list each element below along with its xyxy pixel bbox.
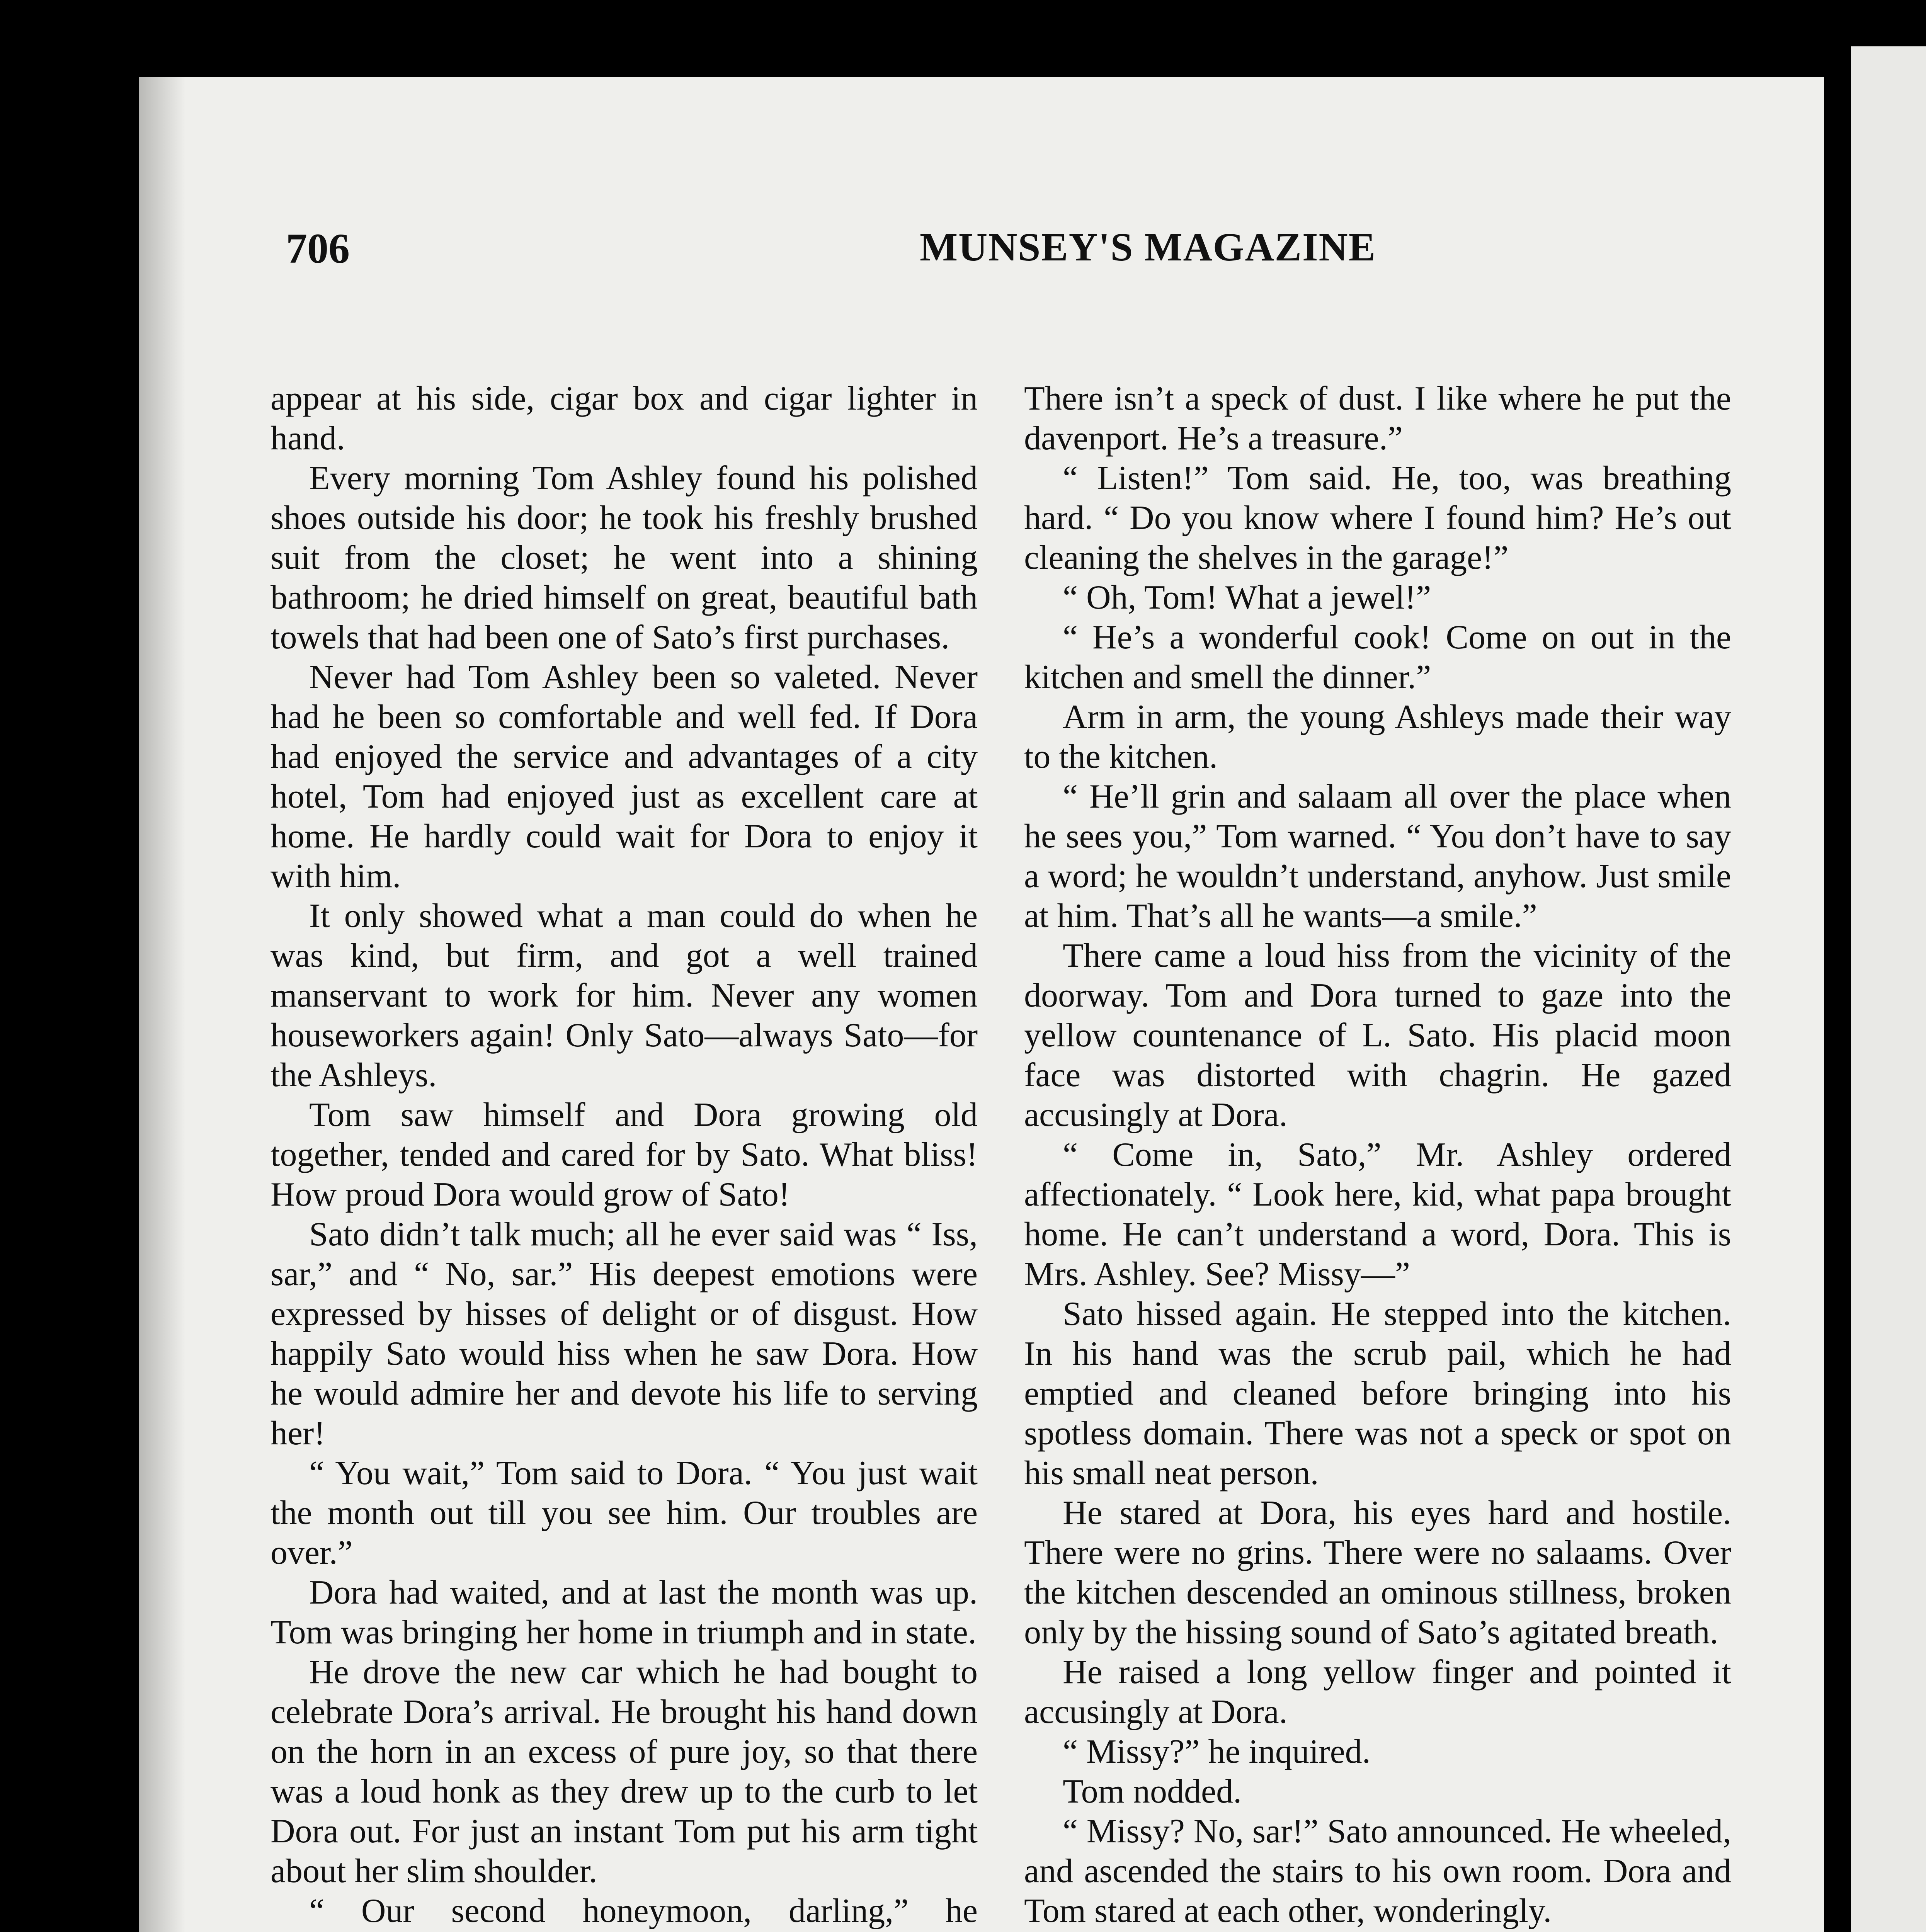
paragraph: “ Our second honeymoon, darling,” he [309, 1892, 978, 1930]
paragraph: Sato didn’t talk much; all he ever said was “ Iss, sar,” and “ No, sar.” His deepest emotions were expressed by hisses of delight or of disgust. How happily Sato would hiss when he saw Dora. How he would admire her and devote his life to serving her! [271, 1216, 978, 1452]
paragraph: Sato hissed again. He stepped into the kitchen. In his hand was the scrub pail, which he had emptied and cleaned before bringing into his spotless domain. There was not a speck or spot on his small neat person. [1024, 1295, 1731, 1492]
paragraph: “ Missy? No, sar!” Sato announced. He wheeled, and ascended the stairs to his own room. Dora and Tom stared at each other, wonderingly. [1024, 1813, 1731, 1930]
paragraph: “ He’ll grin and salaam all over the place when he sees you,” Tom warned. “ You don’t have to say a word; he wouldn’t understand, anyhow. Just smile at him. That’s all he wants—a smile.” [1024, 778, 1731, 935]
paragraph: “ Oh, Tom! What a jewel!” [1063, 579, 1431, 616]
magazine-page [139, 77, 1824, 1932]
paragraph: Tom saw himself and Dora growing old together, tended and cared for by Sato. What bliss! How proud Dora would grow of Sato! [271, 1096, 978, 1213]
paragraph: Arm in arm, the young Ashleys made their way to the kitchen. [1024, 698, 1731, 776]
paragraph: “ Listen!” Tom said. He, too, was breathing hard. “ Do you know where I found him? He’s out cleaning the shelves in the garage!” [1024, 459, 1731, 577]
paragraph: Dora had waited, and at last the month was up. Tom was bringing her home in triumph and in state. [271, 1574, 978, 1651]
paragraph: There came a loud hiss from the vicinity of the doorway. Tom and Dora turned to gaze into the yellow countenance of L. Sato. His placid moon face was distorted with chagrin. He gazed accusingly at Dora. [1024, 937, 1731, 1134]
paragraph: He raised a long yellow finger and pointed it accusingly at Dora. [1024, 1653, 1731, 1731]
left-text-column [271, 379, 978, 1932]
paragraph: “ You wait,” Tom said to Dora. “ You just wait the month out till you see him. Our troubles are over.” [271, 1454, 978, 1571]
paragraph: “ Missy?” he inquired. [1063, 1733, 1371, 1770]
paragraph: There isn’t a speck of dust. I like where he put the davenport. He’s a treasure.” [1024, 380, 1731, 457]
right-text-column [1024, 379, 1731, 1932]
paragraph: It only showed what a man could do when he was kind, but firm, and got a well trained manservant to work for him. Never any women houseworkers again! Only Sato—always Sato—for the Ashleys. [271, 897, 978, 1094]
paragraph: Never had Tom Ashley been so valeted. Never had he been so comfortable and well fed. If Dora had enjoyed the service and advantages of a city hotel, Tom had enjoyed just as excellent care at home. He hardly could wait for Dora to enjoy it with him. [271, 658, 978, 895]
paragraph: Tom nodded. [1063, 1773, 1242, 1810]
page-number: 706 [286, 225, 350, 272]
paragraph: He stared at Dora, his eyes hard and hostile. There were no grins. There were no salaams. Over the kitchen descended an ominous stillness, broken only by the hissing sound of Sato’s agitated breath. [1024, 1494, 1731, 1651]
running-head: MUNSEY'S MAGAZINE [920, 225, 1376, 269]
paragraph: appear at his side, cigar box and cigar lighter in hand. [271, 380, 978, 457]
page-header [286, 224, 1716, 294]
adjacent-page-edge [1851, 46, 1926, 1932]
paragraph: Every morning Tom Ashley found his polished shoes outside his door; he took his freshly brushed suit from the closet; he went into a shining bathroom; he dried himself on great, beautiful bath towels that had been one of Sato’s first purchases. [271, 459, 978, 656]
paragraph: “ Come in, Sato,” Mr. Ashley ordered affectionately. “ Look here, kid, what papa brought home. He can’t understand a word, Dora. This is Mrs. Ashley. See? Missy—” [1024, 1136, 1731, 1293]
paragraph: “ He’s a wonderful cook! Come on out in the kitchen and smell the dinner.” [1024, 619, 1731, 696]
paragraph: He drove the new car which he had bought to celebrate Dora’s arrival. He brought his hand down on the horn in an excess of pure joy, so that there was a loud honk as they drew up to the curb to let Dora out. For just an instant Tom put his arm tight about her slim shoulder. [271, 1653, 978, 1890]
